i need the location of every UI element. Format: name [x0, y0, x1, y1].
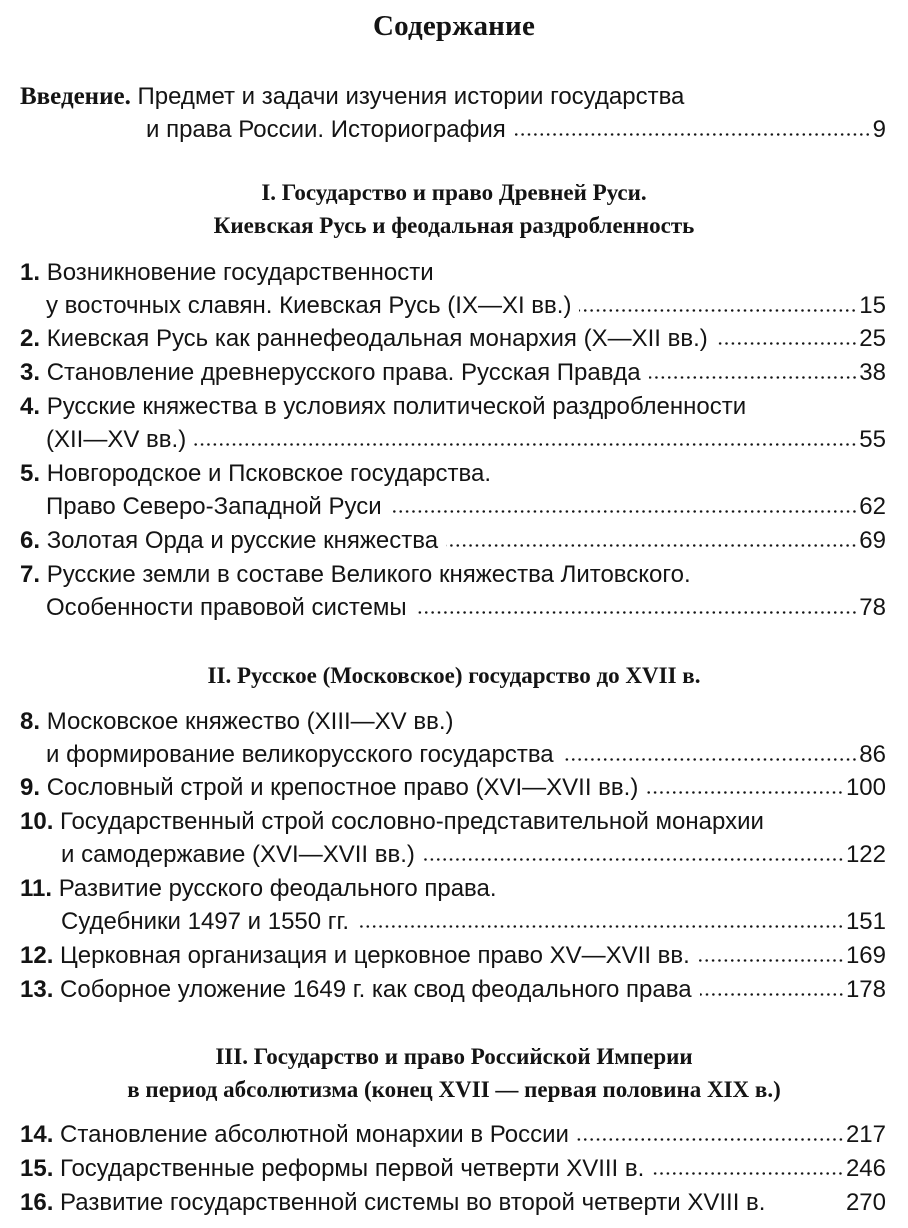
entry-number: 10. [20, 808, 54, 835]
page-number: 78 [859, 594, 886, 621]
toc-entry-5 [20, 457, 886, 491]
dot-leader [423, 858, 844, 861]
entry-number: 9. [20, 774, 41, 801]
page-title: Содержание [372, 10, 536, 42]
entry-title-line: Развитие государственной системы во второй четверти XVIII в. [60, 1189, 766, 1216]
toc-entry-4-cont [46, 423, 886, 457]
entry-number: 13. [20, 976, 54, 1003]
section-heading-3 [0, 1040, 908, 1106]
dot-leader [716, 342, 858, 345]
toc-entry-13 [20, 973, 886, 1007]
entry-title-line: Развитие русского феодального права. [58, 875, 497, 902]
toc-entry-14 [20, 1118, 886, 1152]
dot-leader [415, 611, 858, 614]
entry-title-line: Московское княжество (XIII—XV вв.) [46, 708, 454, 735]
page-number: 69 [859, 527, 886, 554]
entry-number: 16. [20, 1189, 54, 1216]
entry-title-line: Возникновение государственности [46, 259, 434, 286]
dot-leader [357, 925, 844, 928]
dot-leader [646, 791, 844, 794]
dot-leader [514, 133, 871, 136]
entry-number: 1. [20, 259, 41, 286]
entry-title-line: Церковная организация и церковное право XV—XVII вв. [60, 942, 690, 969]
entry-number: 3. [20, 359, 41, 386]
intro-label: Введение. [20, 83, 131, 110]
entry-number: 15. [20, 1155, 54, 1182]
entry-number: 7. [20, 561, 41, 588]
toc-entry-15 [20, 1152, 886, 1186]
entry-number: 14. [20, 1121, 54, 1148]
toc-entry-12 [20, 939, 886, 973]
toc-entry-11 [20, 872, 886, 906]
page-number: 178 [845, 976, 886, 1003]
entry-number: 8. [20, 708, 41, 735]
page-number: 169 [845, 942, 886, 969]
dot-leader [390, 510, 858, 513]
toc-entry-11-cont [61, 905, 886, 939]
page-number: 86 [859, 741, 886, 768]
entry-title-line: Особенности правовой системы [46, 594, 407, 621]
toc-entry-1 [20, 256, 886, 290]
entry-title-line: Новгородское и Псковское государства. [46, 460, 492, 487]
toc-entry-9 [20, 771, 886, 805]
toc-entry-3 [20, 356, 886, 390]
entry-number: 6. [20, 527, 41, 554]
entry-title-line: Становление абсолютной монархии в России [60, 1121, 569, 1148]
toc-entry-2 [20, 322, 886, 356]
toc-entry-7-cont [46, 591, 886, 625]
intro-text-line-1: Предмет и задачи изучения истории государства [137, 83, 685, 110]
entry-title-line: и формирование великорусского государства [46, 741, 554, 768]
entry-title-line: (XII—XV вв.) [46, 426, 187, 453]
entry-title-line: и самодержавие (XVI—XVII вв.) [61, 841, 415, 868]
page-number: 246 [845, 1155, 886, 1182]
page-number: 62 [859, 493, 886, 520]
toc-entry-16 [20, 1186, 886, 1220]
entry-title-line: Сословный строй и крепостное право (XVI—XVII вв.) [46, 774, 639, 801]
entry-number: 4. [20, 393, 41, 420]
entry-title-line: Соборное уложение 1649 г. как свод феодального права [60, 976, 692, 1003]
entry-title-line: Русские земли в составе Великого княжества Литовского. [46, 561, 691, 588]
dot-leader [194, 443, 857, 446]
page-number: 25 [859, 325, 886, 352]
dot-leader [579, 309, 857, 312]
entry-title-line: Государственные реформы первой четверти XVIII в. [60, 1155, 645, 1182]
entry-number: 2. [20, 325, 41, 352]
section-heading-2 [0, 659, 908, 692]
dot-leader [577, 1138, 844, 1141]
entry-title-line: Золотая Орда и русские княжества [46, 527, 439, 554]
entry-title-line: Становление древнерусского права. Русская Правда [46, 359, 641, 386]
toc-entry-1-cont [46, 289, 886, 323]
entry-title-line: Право Северо-Западной Руси [46, 493, 382, 520]
toc-entry-intro [20, 80, 886, 114]
dot-leader [652, 1172, 844, 1175]
page-number: 38 [859, 359, 886, 386]
dot-leader [700, 993, 844, 996]
page-number: 270 [845, 1189, 886, 1216]
page-number: 9 [872, 116, 886, 143]
section-heading-line: III. Государство и право Российской Империи [215, 1044, 693, 1069]
dot-leader [562, 758, 858, 761]
entry-title-line: Государственный строй сословно-представительной монархии [60, 808, 764, 835]
toc-entry-7 [20, 558, 886, 592]
toc-entry-8 [20, 705, 886, 739]
entry-number: 5. [20, 460, 41, 487]
page-number: 122 [845, 841, 886, 868]
entry-number: 11. [20, 875, 53, 902]
entry-title-line: Русские княжества в условиях политической раздробленности [46, 393, 747, 420]
toc-entry-4 [20, 390, 886, 424]
entry-title-line: Судебники 1497 и 1550 гг. [61, 908, 350, 935]
intro-text-line-2: и права России. Историография [146, 116, 506, 143]
toc-entry-10-cont [61, 838, 886, 872]
toc-entry-8-cont [46, 738, 886, 772]
page-number: 100 [845, 774, 886, 801]
toc-entry-5-cont [46, 490, 886, 524]
section-heading-line: в период абсолютизма (конец XVII — первая половина XIX в.) [127, 1077, 781, 1102]
section-heading-line: Киевская Русь и феодальная раздробленность [213, 213, 695, 238]
page-number: 15 [859, 292, 886, 319]
entry-number: 12. [20, 942, 54, 969]
entry-title-line: Киевская Русь как раннефеодальная монархия (X—XII вв.) [46, 325, 708, 352]
page-number: 55 [859, 426, 886, 453]
page-number: 151 [845, 908, 886, 935]
section-heading-1 [0, 176, 908, 242]
dot-leader [698, 959, 844, 962]
page-number: 217 [845, 1121, 886, 1148]
section-heading-line: I. Государство и право Древней Руси. [261, 180, 647, 205]
toc-entry-6 [20, 524, 886, 558]
toc-entry-intro-cont [146, 113, 886, 147]
dot-leader [446, 544, 857, 547]
toc-entry-10 [20, 805, 886, 839]
section-heading-line: II. Русское (Московское) государство до XVII в. [207, 663, 701, 688]
dot-leader [649, 376, 858, 379]
entry-title-line: у восточных славян. Киевская Русь (IX—XI вв.) [46, 292, 572, 319]
